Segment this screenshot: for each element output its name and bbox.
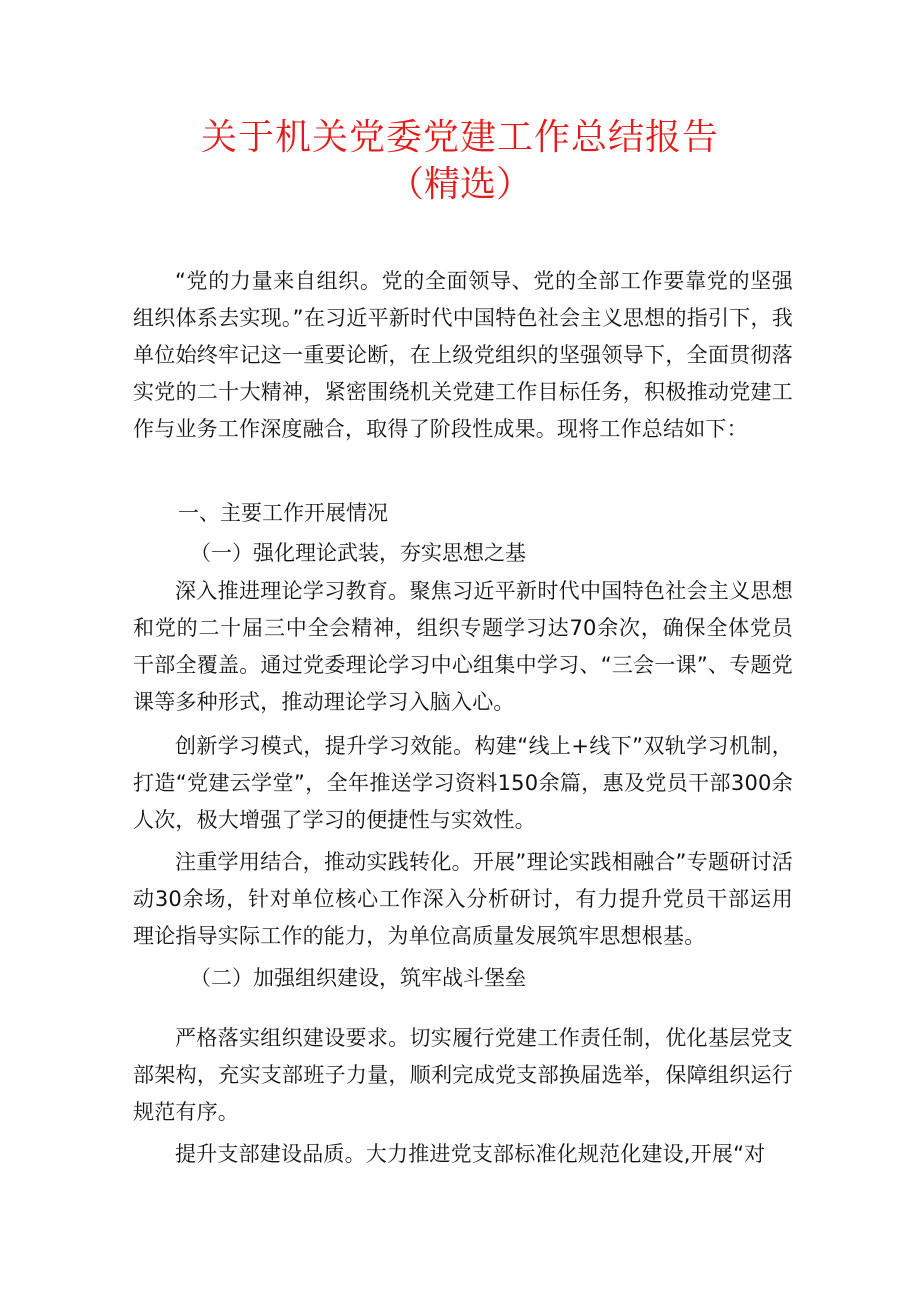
intro-paragraph: “党的力量来自组织。党的全面领导、党的全部工作要靠党的坚强组织体系去实现。”在习近平新时代中国特色社会主义思想的指引下，我单位始终牢记这一重要论断，在上级党组织的坚强领导下，全面贯彻落实党的二十大精神，紧密围绕机关党建工作目标任务，积极推动党建工作与业务工作深度融合，取得了阶段性成果。现将工作总结如下： <box>133 269 793 441</box>
body-paragraph: 深入推进理论学习教育。聚焦习近平新时代中国特色社会主义思想和党的二十届三中全会精神，组织专题学习达70余次，确保全体党员干部全覆盖。通过党委理论学习中心组集中学习、“三会一课”、专题党课等多种形式，推动理论学习入脑入心。 <box>133 579 793 714</box>
body-paragraph: 注重学用结合，推动实践转化。开展”理论实践相融合”专题研讨活动30余场，针对单位核心工作深入分析研讨，有力提升党员干部运用理论指导实际工作的能力，为单位高质量发展筑牢思想根基。 <box>133 850 793 948</box>
section-heading: 一、主要工作开展情况 <box>178 501 388 525</box>
document-subtitle: （精选） <box>387 164 532 205</box>
document-title: 关于机关党委党建工作总结报告 <box>200 117 719 158</box>
body-paragraph: 提升支部建设品质。大力推进党支部标准化规范化建设,开展“对 <box>175 1142 766 1166</box>
body-paragraph: 严格落实组织建设要求。切实履行党建工作责任制，优化基层党支部架构，充实支部班子力量，顺利完成党支部换届选举，保障组织运行规范有序。 <box>133 1026 793 1124</box>
subsection-heading: （一）强化理论武装，夯实思想之基 <box>190 541 526 565</box>
subsection-heading: （二）加强组织建设，筑牢战斗堡垒 <box>190 966 526 990</box>
body-paragraph: 创新学习模式，提升学习效能。构建“线上+线下”双轨学习机制，打造“党建云学堂”，全年推送学习资料150余篇，惠及党员干部300余人次，极大增强了学习的便捷性与实效性。 <box>133 734 793 832</box>
